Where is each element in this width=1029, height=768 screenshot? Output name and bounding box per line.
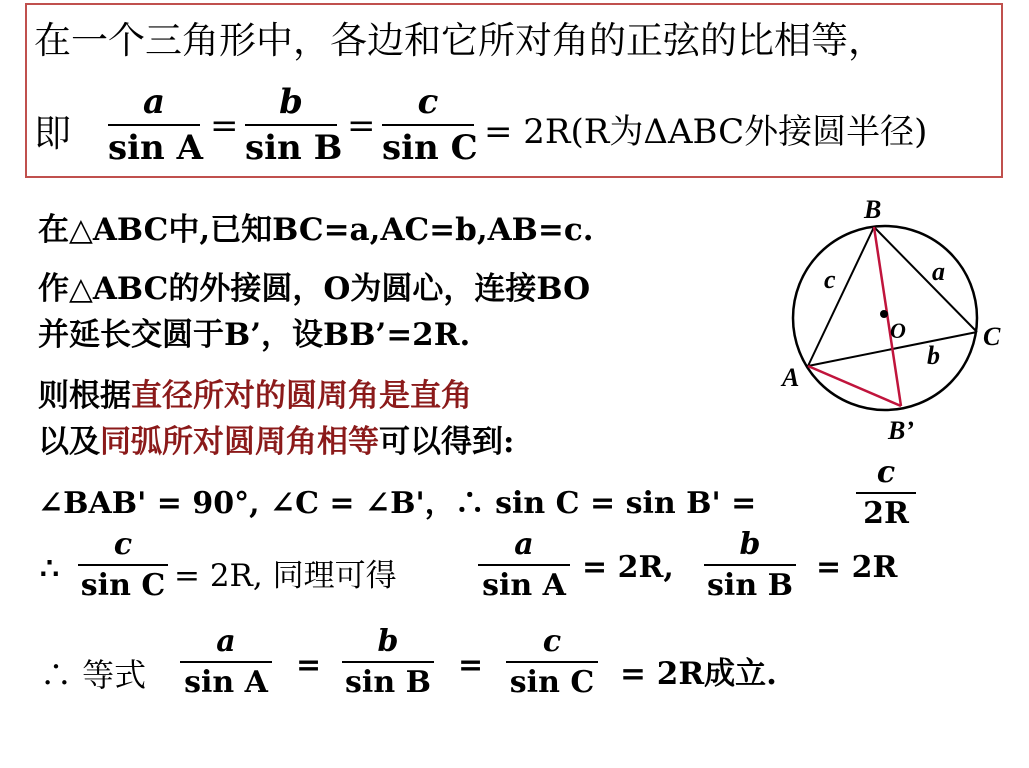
final-fraction-b: b sin B [342,624,434,700]
fraction-c-sinC: c sin C [78,527,168,603]
label-O: O [890,318,906,343]
proof-given: 在△ABC中,已知BC=a,AC=b,AB=c. [38,212,594,248]
side-a [874,227,977,332]
label-C: C [983,322,1001,351]
final-fraction-c: c sin C [506,624,598,700]
equals-sign: = [458,648,484,683]
theorem-prefix: 即 [34,112,71,155]
theorem-fraction-a: a sin A [108,82,203,168]
proof-step1b: 并延长交圆于B’，设BB’=2R. [38,317,471,353]
proof-step3: 以及同弧所对圆周角相等可以得到: [38,424,515,460]
theorem-tail: = 2R(R为ΔABC外接圆半径) [484,112,928,152]
fraction-b-sinB: b sin B [704,527,796,603]
circumcircle-diagram [770,190,1029,450]
fraction-c-over-2R: c 2R [856,455,916,531]
equals-sign: = [347,106,376,146]
diameter-BBprime [874,227,901,406]
final-prefix: ∴ 等式 [40,656,147,694]
therefore-symbol: ∴ [40,552,60,587]
line-angle: ∠BAB' = 90°, ∠C = ∠B'，∴ sin C = sin B' = [38,486,757,521]
circumcircle [793,226,977,410]
line-therefore-mid: = 2R, 同理可得 [174,558,397,594]
highlight-diameter-rule: 直径所对的圆周角是直角 [131,378,472,414]
side-c [808,227,874,366]
final-end: = 2R成立. [620,656,777,692]
line-therefore-end: = 2R [816,550,898,585]
equals-sign: = [210,106,239,146]
label-A: A [782,363,800,392]
proof-step2: 则根据直径所对的圆周角是直角 [38,378,472,414]
proof-step1a: 作△ABC的外接圆，O为圆心，连接BO [38,271,591,307]
label-a: a [932,257,945,286]
center-dot [880,310,888,318]
equals-sign: = [296,648,322,683]
theorem-fraction-c: c sin C [382,82,478,168]
label-b: b [927,341,940,370]
line-therefore-mid2: = 2R, [582,550,674,585]
label-Bprime: B’ [888,416,914,445]
highlight-arc-rule: 同弧所对圆周角相等 [100,424,379,460]
theorem-fraction-b: b sin B [245,82,343,168]
label-B: B [864,195,882,224]
final-fraction-a: a sin A [180,624,272,700]
fraction-a-sinA: a sin A [478,527,570,603]
theorem-line1: 在一个三角形中，各边和它所对角的正弦的比相等， [34,19,885,62]
label-c: c [824,265,836,294]
